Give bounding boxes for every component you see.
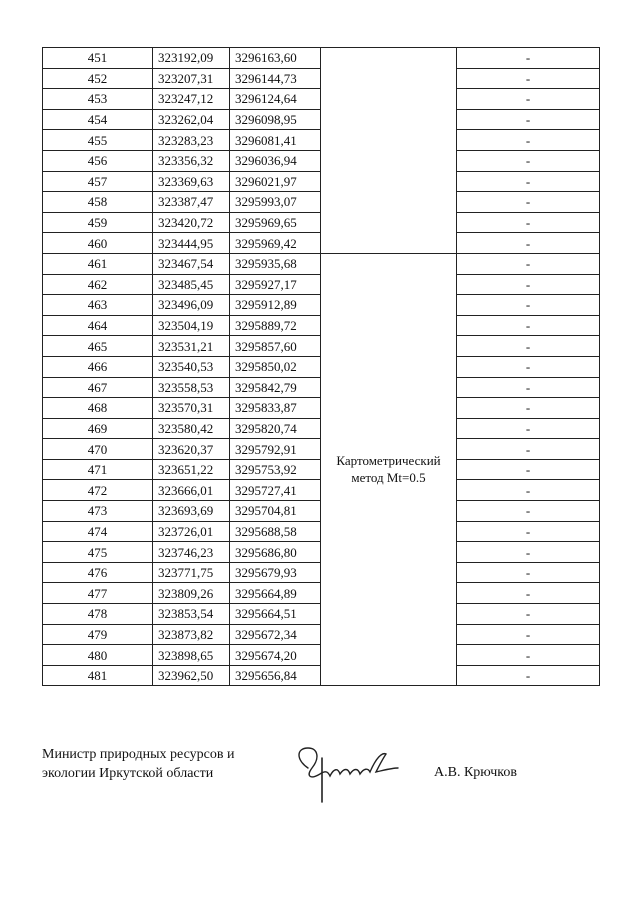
coordinate-y: 3295753,92	[230, 459, 321, 480]
accuracy-value: -	[457, 315, 600, 336]
point-number: 460	[43, 233, 153, 254]
signatory-title-line-1: Министр природных ресурсов и	[42, 747, 235, 762]
coordinate-x: 323962,50	[153, 665, 230, 686]
coordinate-y: 3295664,51	[230, 604, 321, 625]
coordinate-x: 323207,31	[153, 68, 230, 89]
point-number: 462	[43, 274, 153, 295]
coordinate-y: 3295727,41	[230, 480, 321, 501]
coordinates-table	[42, 47, 600, 686]
accuracy-value: -	[457, 68, 600, 89]
accuracy-value: -	[457, 253, 600, 274]
coordinate-x: 323531,21	[153, 336, 230, 357]
accuracy-value: -	[457, 542, 600, 563]
coordinate-y: 3296144,73	[230, 68, 321, 89]
coordinate-x: 323444,95	[153, 233, 230, 254]
coordinate-x: 323580,42	[153, 418, 230, 439]
coordinate-x: 323570,31	[153, 398, 230, 419]
coordinate-x: 323558,53	[153, 377, 230, 398]
coordinates-table-body	[43, 48, 600, 686]
coordinate-y: 3296163,60	[230, 48, 321, 69]
coordinate-y: 3295969,65	[230, 212, 321, 233]
point-number: 465	[43, 336, 153, 357]
point-number: 466	[43, 356, 153, 377]
point-number: 471	[43, 459, 153, 480]
coordinate-x: 323192,09	[153, 48, 230, 69]
point-number: 469	[43, 418, 153, 439]
accuracy-value: -	[457, 356, 600, 377]
accuracy-value: -	[457, 501, 600, 522]
accuracy-value: -	[457, 604, 600, 625]
point-number: 457	[43, 171, 153, 192]
coordinate-x: 323726,01	[153, 521, 230, 542]
point-number: 480	[43, 645, 153, 666]
coordinate-y: 3295656,84	[230, 665, 321, 686]
point-number: 461	[43, 253, 153, 274]
coordinate-y: 3295833,87	[230, 398, 321, 419]
accuracy-value: -	[457, 459, 600, 480]
point-number: 470	[43, 439, 153, 460]
coordinate-y: 3295672,34	[230, 624, 321, 645]
coordinate-x: 323485,45	[153, 274, 230, 295]
coordinate-y: 3295792,91	[230, 439, 321, 460]
coordinate-x: 323666,01	[153, 480, 230, 501]
coordinate-x: 323387,47	[153, 192, 230, 213]
accuracy-value: -	[457, 89, 600, 110]
coordinate-x: 323504,19	[153, 315, 230, 336]
coordinate-y: 3295969,42	[230, 233, 321, 254]
table-row	[43, 48, 600, 69]
point-number: 468	[43, 398, 153, 419]
coordinate-y: 3295688,58	[230, 521, 321, 542]
point-number: 452	[43, 68, 153, 89]
accuracy-value: -	[457, 439, 600, 460]
coordinate-y: 3295889,72	[230, 315, 321, 336]
point-number: 476	[43, 562, 153, 583]
point-number: 455	[43, 130, 153, 151]
coordinate-y: 3296098,95	[230, 109, 321, 130]
accuracy-value: -	[457, 171, 600, 192]
point-number: 458	[43, 192, 153, 213]
point-number: 467	[43, 377, 153, 398]
coordinate-y: 3295935,68	[230, 253, 321, 274]
point-number: 454	[43, 109, 153, 130]
coordinate-x: 323693,69	[153, 501, 230, 522]
coordinate-x: 323651,22	[153, 459, 230, 480]
coordinate-x: 323283,23	[153, 130, 230, 151]
method-line-1: Картометрический	[336, 452, 441, 468]
point-number: 451	[43, 48, 153, 69]
coordinate-x: 323809,26	[153, 583, 230, 604]
accuracy-value: -	[457, 480, 600, 501]
coordinate-y: 3295842,79	[230, 377, 321, 398]
coordinate-y: 3295664,89	[230, 583, 321, 604]
coordinate-x: 323420,72	[153, 212, 230, 233]
point-number: 475	[43, 542, 153, 563]
point-number: 477	[43, 583, 153, 604]
coordinate-x: 323746,23	[153, 542, 230, 563]
point-number: 478	[43, 604, 153, 625]
coordinate-y: 3296036,94	[230, 150, 321, 171]
point-number: 473	[43, 501, 153, 522]
point-number: 479	[43, 624, 153, 645]
coordinate-y: 3296081,41	[230, 130, 321, 151]
coordinate-x: 323853,54	[153, 604, 230, 625]
accuracy-value: -	[457, 521, 600, 542]
point-number: 456	[43, 150, 153, 171]
coordinate-x: 323771,75	[153, 562, 230, 583]
accuracy-value: -	[457, 377, 600, 398]
coordinate-x: 323247,12	[153, 89, 230, 110]
coordinate-y: 3295679,93	[230, 562, 321, 583]
coordinate-y: 3295850,02	[230, 356, 321, 377]
accuracy-value: -	[457, 645, 600, 666]
table-row	[43, 253, 600, 274]
coordinate-x: 323873,82	[153, 624, 230, 645]
coordinate-x: 323262,04	[153, 109, 230, 130]
accuracy-value: -	[457, 336, 600, 357]
coordinate-y: 3295820,74	[230, 418, 321, 439]
accuracy-value: -	[457, 583, 600, 604]
point-number: 453	[43, 89, 153, 110]
accuracy-value: -	[457, 48, 600, 69]
coordinate-x: 323620,37	[153, 439, 230, 460]
method-cell	[321, 253, 457, 685]
coordinate-x: 323369,63	[153, 171, 230, 192]
coordinate-x: 323898,65	[153, 645, 230, 666]
method-cell-empty	[321, 48, 457, 254]
point-number: 463	[43, 295, 153, 316]
accuracy-value: -	[457, 295, 600, 316]
handwritten-signature	[290, 738, 405, 806]
coordinate-x: 323540,53	[153, 356, 230, 377]
point-number: 464	[43, 315, 153, 336]
coordinate-y: 3295912,89	[230, 295, 321, 316]
point-number: 481	[43, 665, 153, 686]
point-number: 474	[43, 521, 153, 542]
coordinate-y: 3295674,20	[230, 645, 321, 666]
coordinate-y: 3296124,64	[230, 89, 321, 110]
accuracy-value: -	[457, 109, 600, 130]
accuracy-value: -	[457, 233, 600, 254]
accuracy-value: -	[457, 192, 600, 213]
coordinate-y: 3295704,81	[230, 501, 321, 522]
accuracy-value: -	[457, 562, 600, 583]
coordinate-y: 3295993,07	[230, 192, 321, 213]
coordinate-y: 3295857,60	[230, 336, 321, 357]
coordinate-y: 3295686,80	[230, 542, 321, 563]
accuracy-value: -	[457, 212, 600, 233]
signatory-title-line-2: экологии Иркутской области	[42, 766, 214, 781]
accuracy-value: -	[457, 274, 600, 295]
coordinate-x: 323356,32	[153, 150, 230, 171]
accuracy-value: -	[457, 624, 600, 645]
point-number: 459	[43, 212, 153, 233]
signatory-title	[42, 745, 234, 783]
coordinate-y: 3296021,97	[230, 171, 321, 192]
accuracy-value: -	[457, 130, 600, 151]
coordinate-x: 323496,09	[153, 295, 230, 316]
method-line-2: метод Mt=0.5	[351, 469, 426, 485]
coordinate-x: 323467,54	[153, 253, 230, 274]
accuracy-value: -	[457, 150, 600, 171]
accuracy-value: -	[457, 398, 600, 419]
point-number: 472	[43, 480, 153, 501]
signer-name: А.В. Крючков	[434, 765, 517, 780]
accuracy-value: -	[457, 418, 600, 439]
accuracy-value: -	[457, 665, 600, 686]
coordinate-y: 3295927,17	[230, 274, 321, 295]
